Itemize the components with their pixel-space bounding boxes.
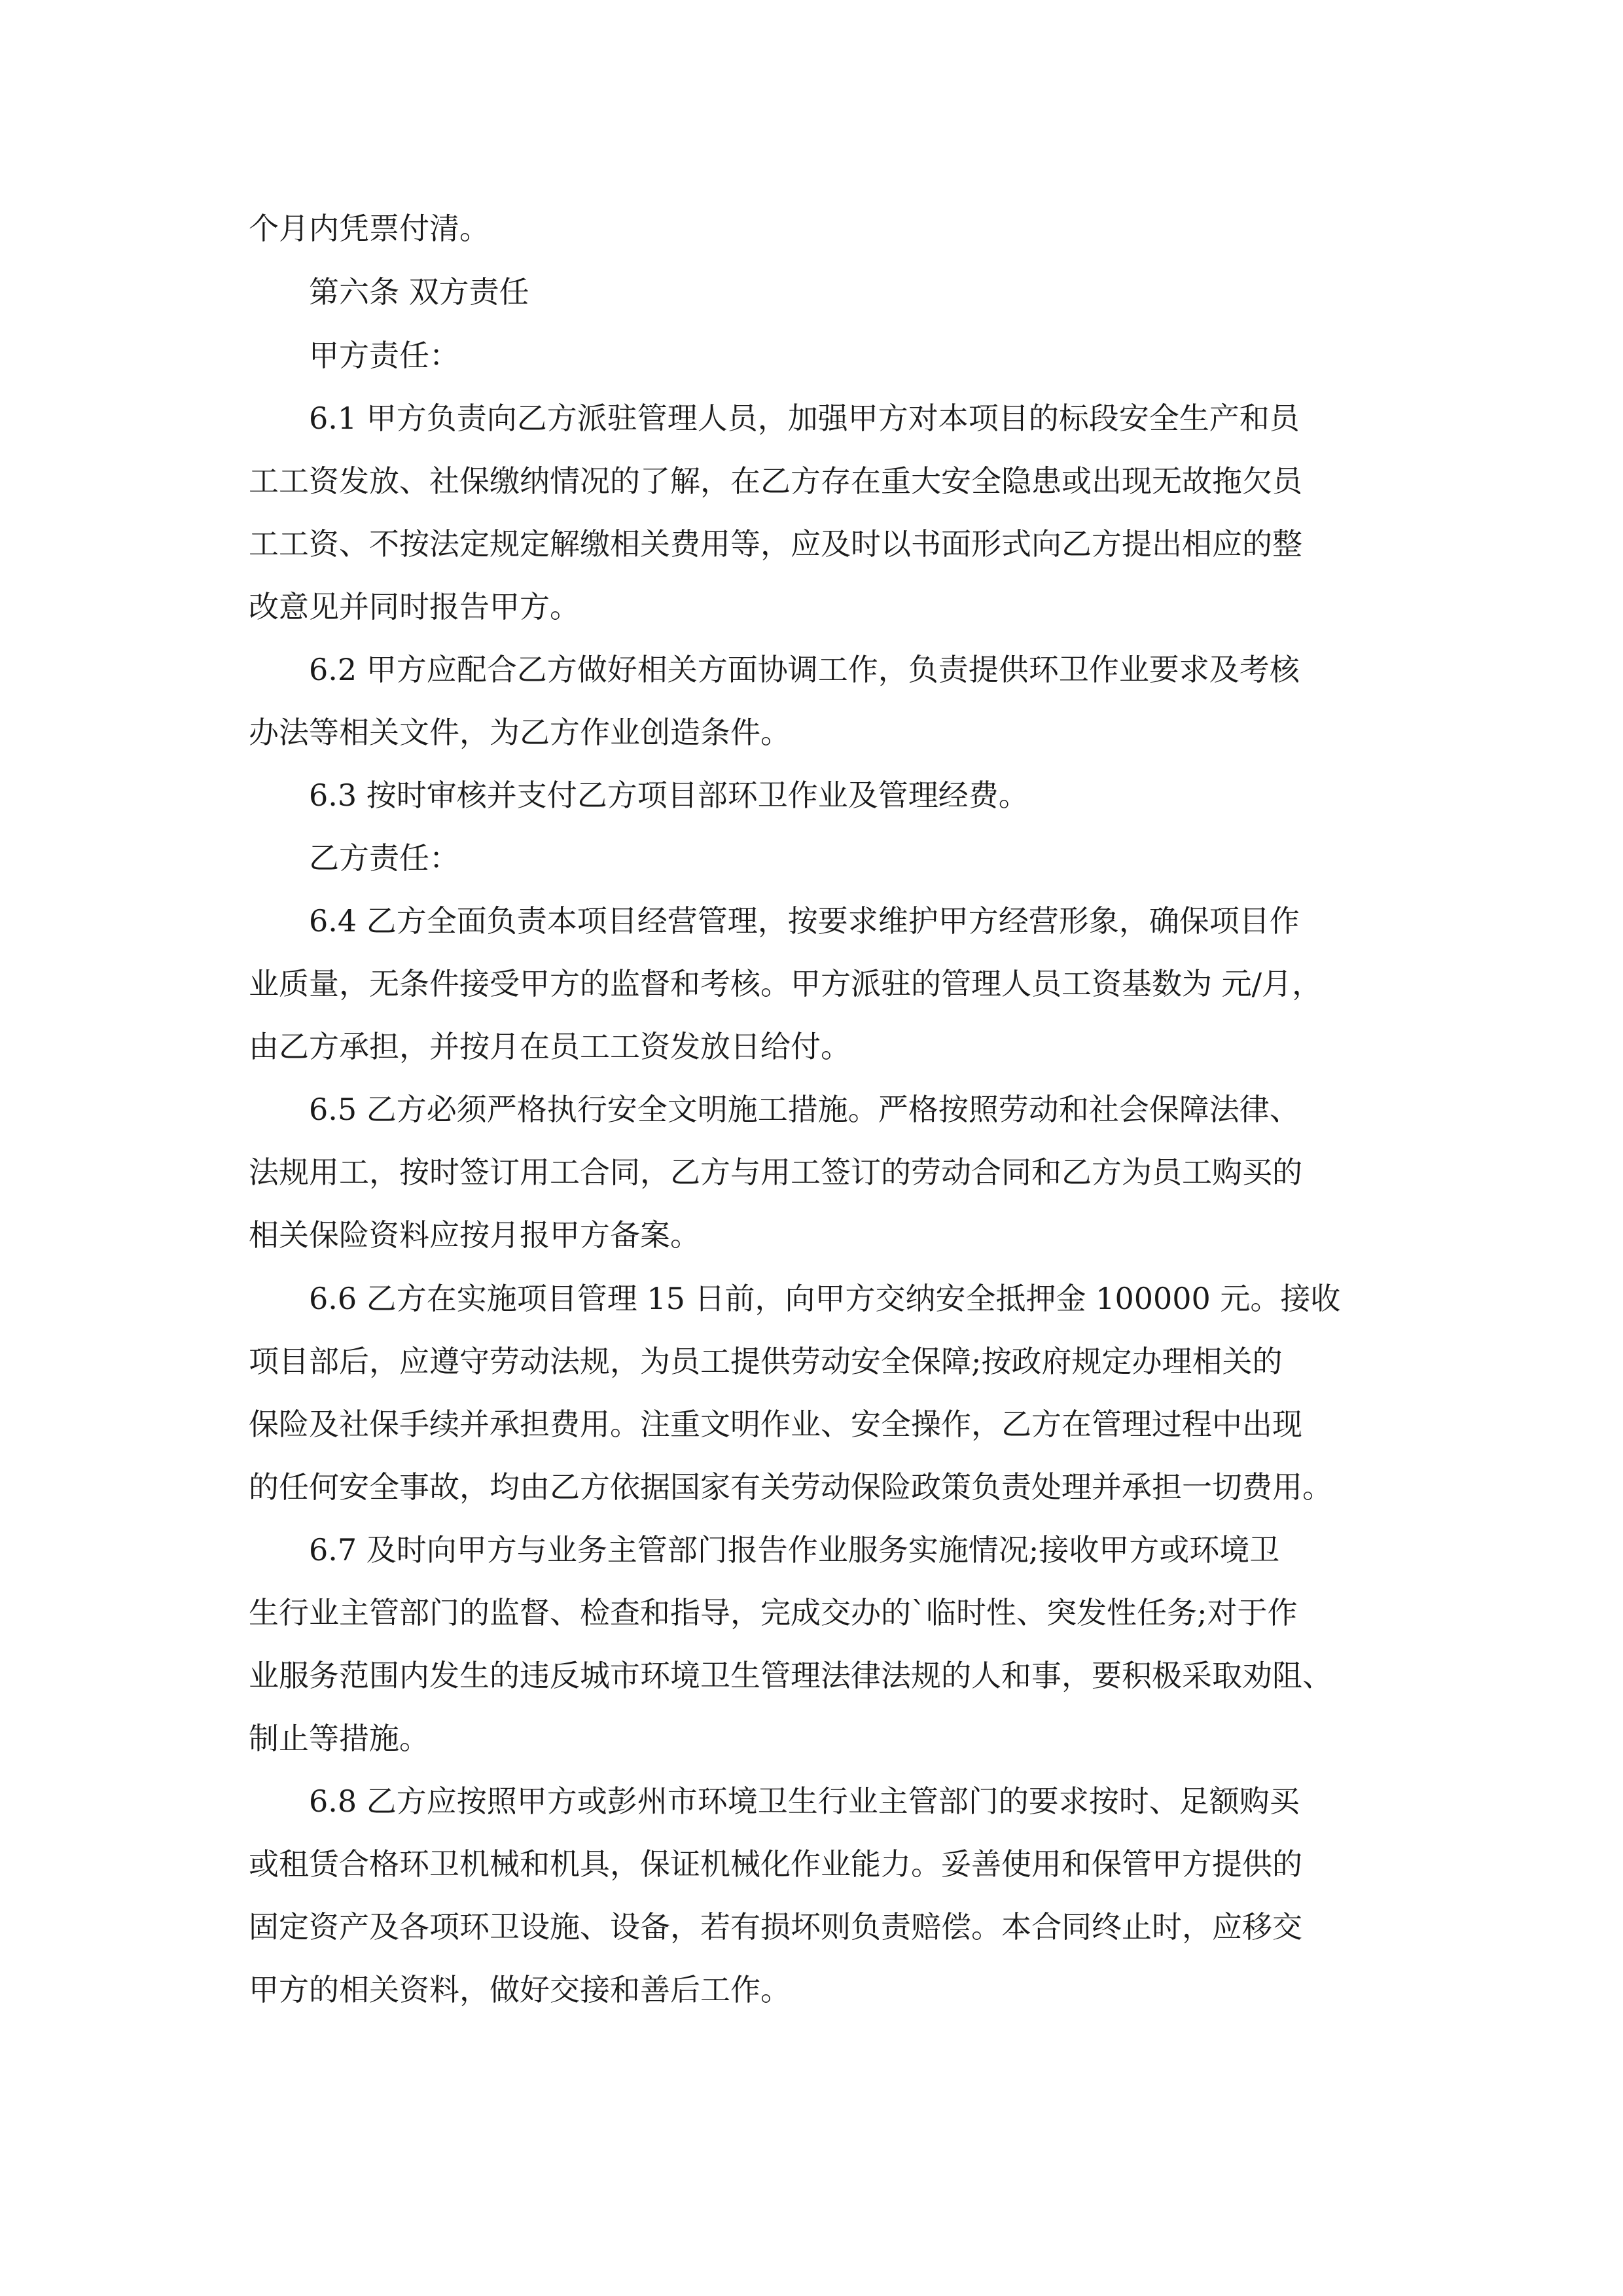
text-line: 6.8 乙方应按照甲方或彭州市环境卫生行业主管部门的要求按时、足额购买 <box>309 1784 1300 1819</box>
text-line: 制止等措施。 <box>249 1721 429 1756</box>
text-line: 相关保险资料应按月报甲方备案。 <box>249 1217 700 1253</box>
text-line: 法规用工，按时签订用工合同，乙方与用工签订的劳动合同和乙方为员工购买的 <box>249 1155 1302 1190</box>
text-line: 业服务范围内发生的违反城市环境卫生管理法律法规的人和事，要积极采取劝阻、 <box>249 1658 1332 1693</box>
text-line: 6.3 按时审核并支付乙方项目部环卫作业及管理经费。 <box>309 778 1029 813</box>
text-line: 项目部后，应遵守劳动法规，为员工提供劳动安全保障;按政府规定办理相关的 <box>249 1344 1283 1379</box>
text-line: 6.6 乙方在实施项目管理 15 日前，向甲方交纳安全抵押金 100000 元。接收 <box>309 1281 1341 1316</box>
text-line: 6.4 乙方全面负责本项目经营管理，按要求维护甲方经营形象，确保项目作 <box>309 903 1300 939</box>
text-line: 业质量，无条件接受甲方的监督和考核。甲方派驻的管理人员工资基数为 元/月， <box>249 966 1323 1001</box>
text-line: 的任何安全事故，均由乙方依据国家有关劳动保险政策负责处理并承担一切费用。 <box>249 1469 1332 1505</box>
text-line: 由乙方承担，并按月在员工工资发放日给付。 <box>249 1029 851 1064</box>
text-line: 办法等相关文件，为乙方作业创造条件。 <box>249 715 791 750</box>
text-line: 工工资、不按法定规定解缴相关费用等，应及时以书面形式向乙方提出相应的整 <box>249 526 1302 562</box>
text-line: 个月内凭票付清。 <box>249 211 490 246</box>
text-line: 6.2 甲方应配合乙方做好相关方面协调工作，负责提供环卫作业要求及考核 <box>309 652 1300 687</box>
text-line: 6.7 及时向甲方与业务主管部门报告作业服务实施情况;接收甲方或环境卫 <box>309 1532 1280 1568</box>
text-line: 6.1 甲方负责向乙方派驻管理人员，加强甲方对本项目的标段安全生产和员 <box>309 401 1300 436</box>
text-line: 工工资发放、社保缴纳情况的了解，在乙方存在重大安全隐患或出现无故拖欠员 <box>249 463 1302 499</box>
text-line: 或租赁合格环卫机械和机具，保证机械化作业能力。妥善使用和保管甲方提供的 <box>249 1846 1302 1882</box>
text-line: 保险及社保手续并承担费用。注重文明作业、安全操作，乙方在管理过程中出现 <box>249 1407 1302 1442</box>
party-heading: 乙方责任： <box>309 840 459 876</box>
section-heading: 第六条 双方责任 <box>309 274 529 310</box>
text-line: 生行业主管部门的监督、检查和指导，完成交办的`临时性、突发性任务;对于作 <box>249 1595 1298 1630</box>
text-line: 固定资产及各项环卫设施、设备，若有损坏则负责赔偿。本合同终止时，应移交 <box>249 1909 1302 1945</box>
text-line: 甲方的相关资料，做好交接和善后工作。 <box>249 1972 791 2007</box>
text-line: 6.5 乙方必须严格执行安全文明施工措施。严格按照劳动和社会保障法律、 <box>309 1092 1300 1127</box>
text-line: 改意见并同时报告甲方。 <box>249 589 580 624</box>
party-heading: 甲方责任： <box>309 338 459 373</box>
